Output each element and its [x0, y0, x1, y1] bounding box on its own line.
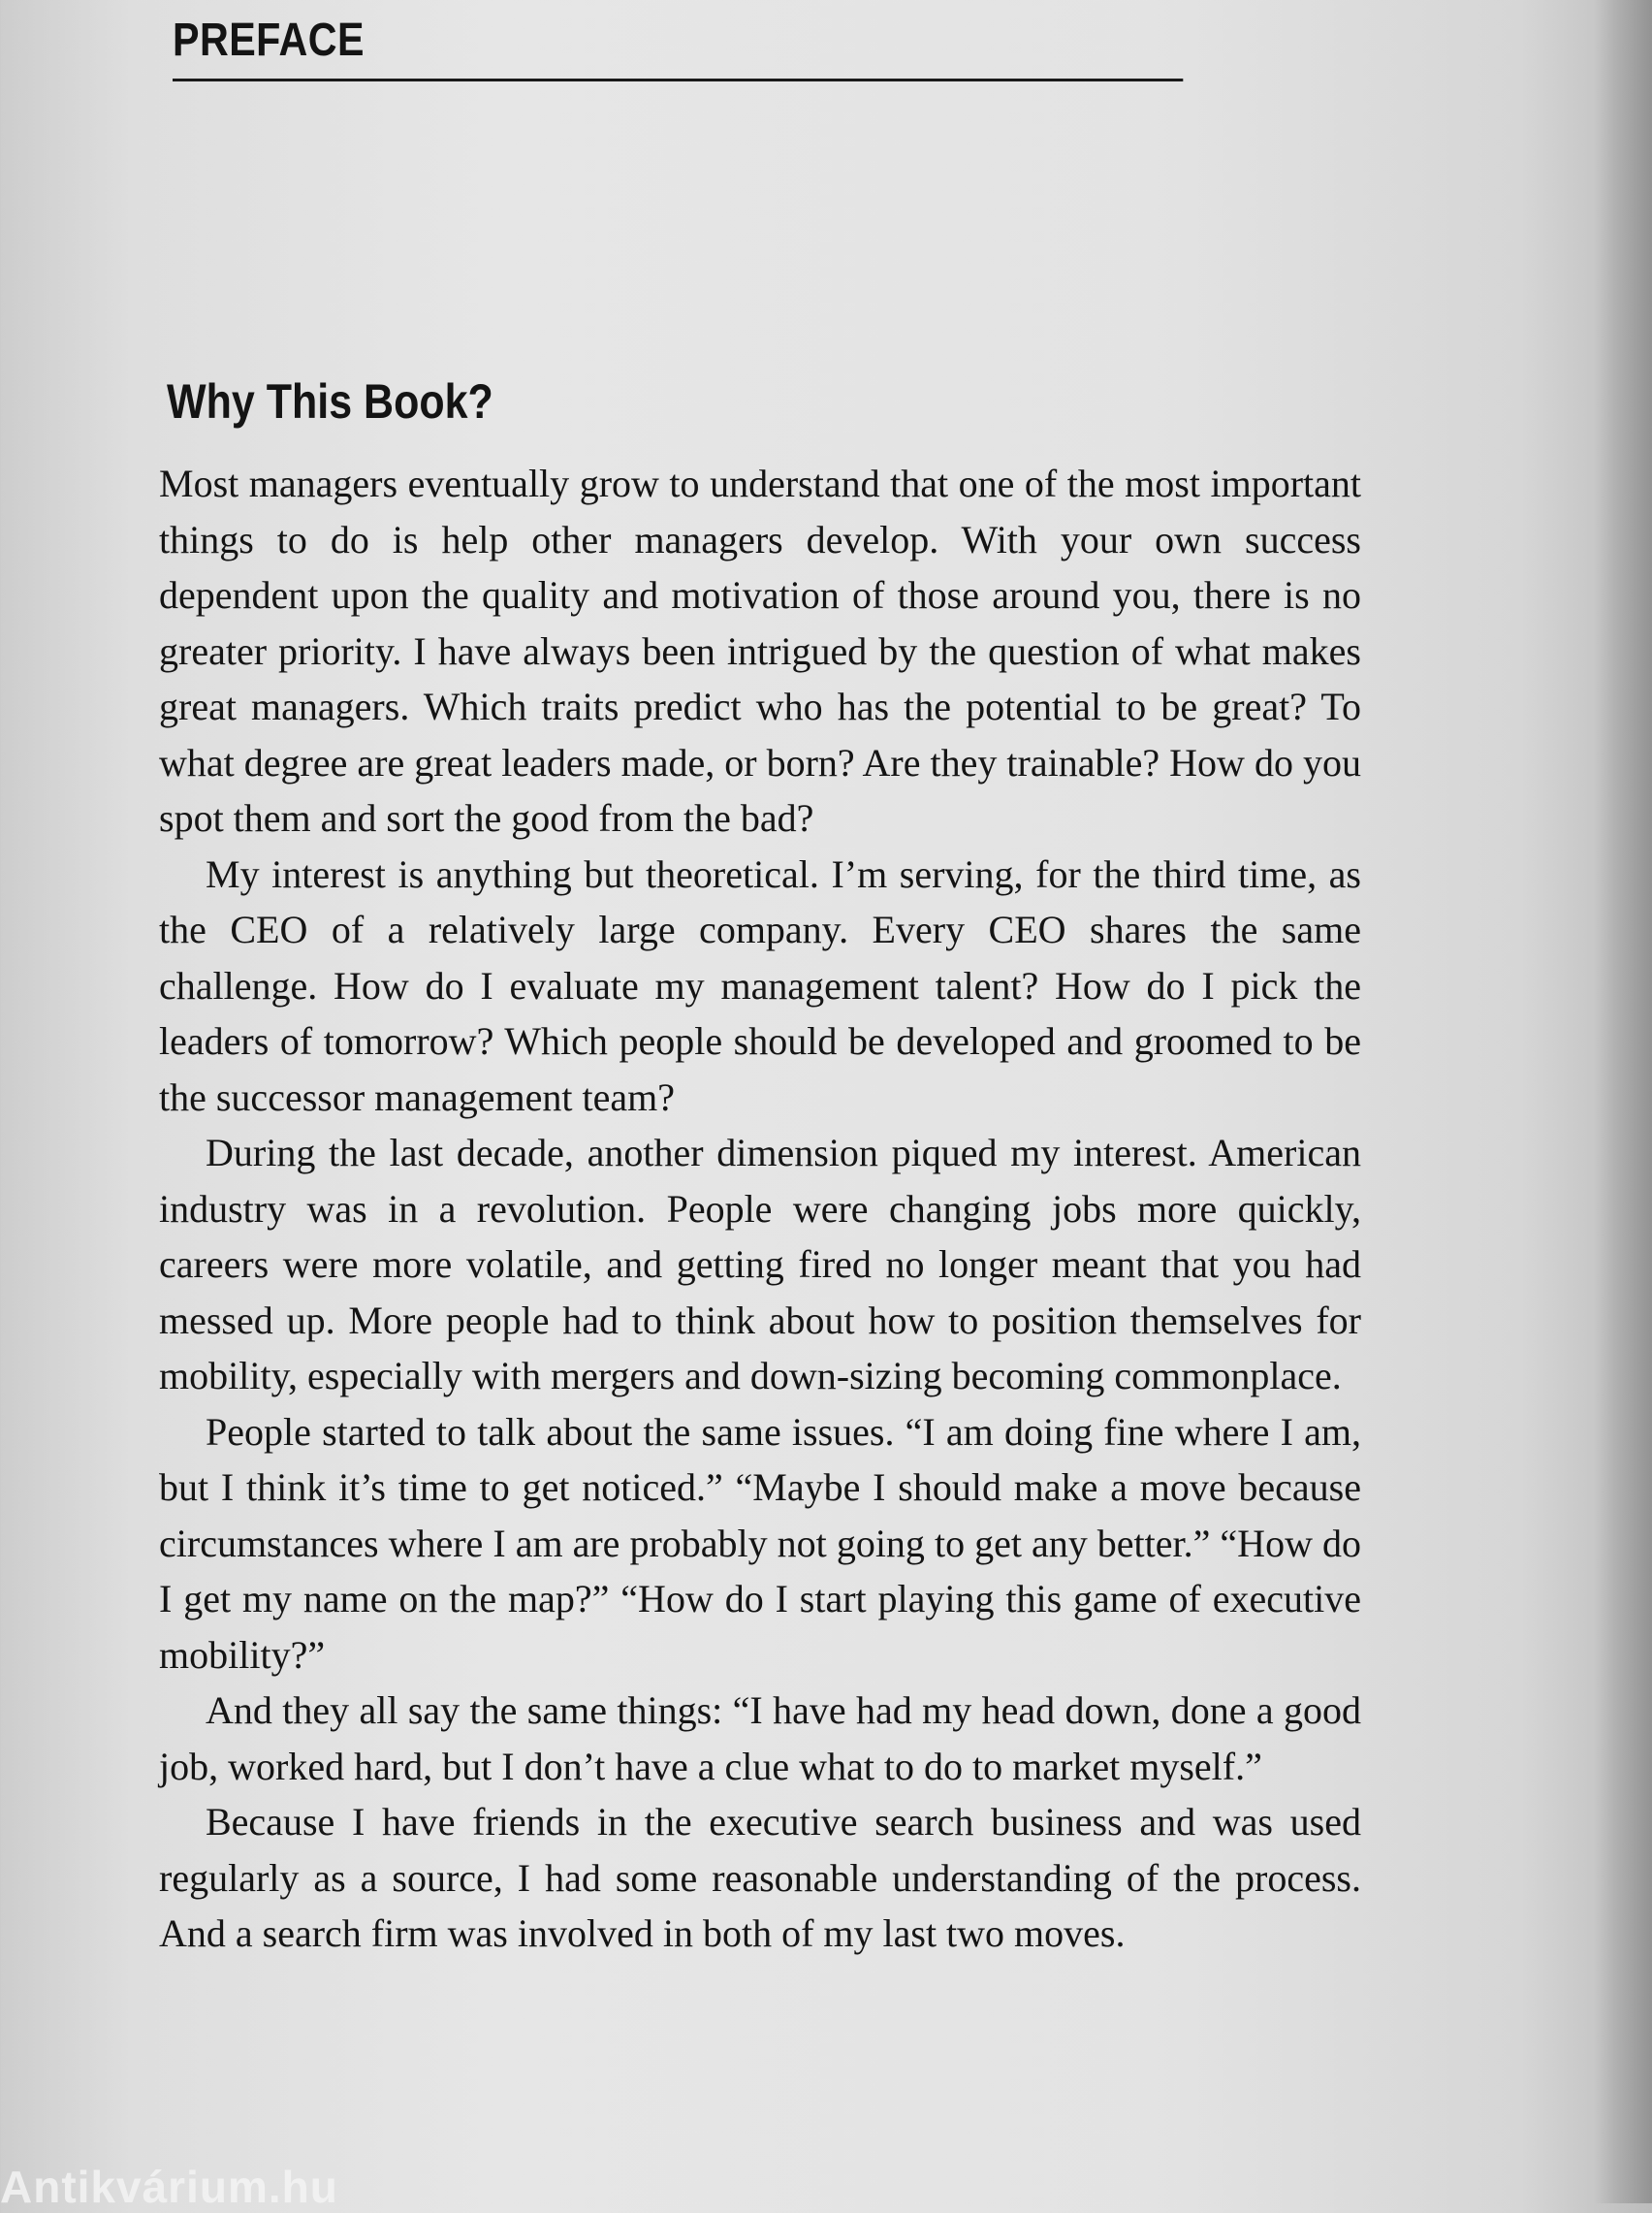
paragraph: Because I have friends in the executive search business and was used regularly as a source, I had some reasonable understanding of the process. And a search firm was involved in both of my last two moves. — [159, 1800, 1361, 1955]
paragraph: Most managers eventually grow to understand that one of the most important things to do is help other managers develop. With your own success dependent upon the quality and motivation of those around you, there is no greater priority. I have always been intrigued by the question of what makes great managers. Which traits predict who has the potential to be great? To what degree are great leaders made, or born? Are they trainable? How do you spot them and sort the good from the bad? — [159, 462, 1361, 840]
body-text — [159, 456, 1361, 1962]
paragraph: And they all say the same things: “I have had my head down, done a good job, worked hard, but I don’t have a clue what to do to market myself.” — [159, 1688, 1361, 1788]
running-head: PREFACE — [173, 14, 1183, 81]
section-heading: Why This Book? — [167, 374, 493, 429]
page-edge-shadow — [1594, 0, 1652, 2203]
paragraph: My interest is anything but theoretical. I’m serving, for the third time, as the CEO of a relatively large company. Every CEO shares the same challenge. How do I evaluate my management talent? How do I pick the leaders of tomorrow? Which people should be developed and groomed to be the successor management team? — [159, 851, 1361, 1119]
watermark-text: Antikvárium.hu — [0, 2162, 338, 2212]
paragraph: During the last decade, another dimension piqued my interest. American industry was in a revolution. People were changing jobs more quickly, careers were more volatile, and getting fired no longer meant that you had messed up. More people had to think about how to position themselves for mobility, especially with mergers and down-sizing becoming commonplace. — [159, 1131, 1361, 1397]
paragraph: People started to talk about the same issues. “I am doing fine where I am, but I think it’s time to get noticed.” “Maybe I should make a move because circumstances where I am are probably not going to get any better.” “How do I get my name on the map?” “How do I start playing this game of executive mobility?” — [159, 1409, 1361, 1677]
